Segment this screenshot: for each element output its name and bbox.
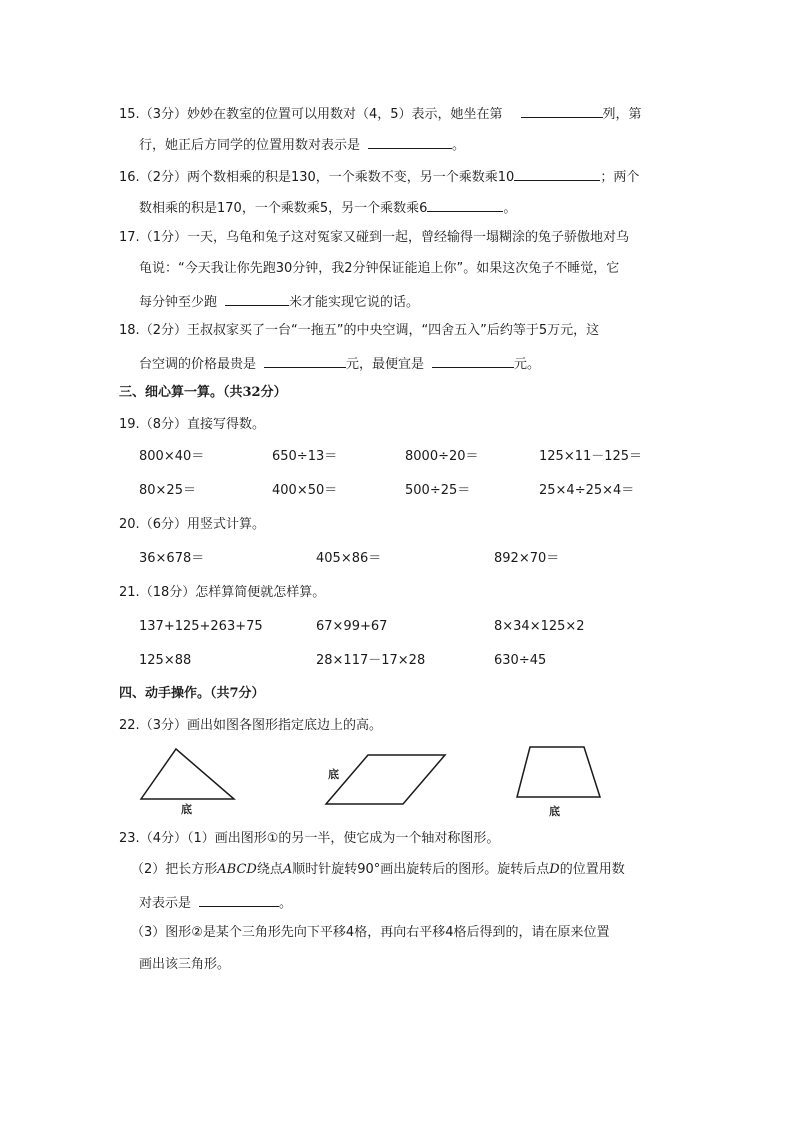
q22-text: 画出如图各图形指定底边上的高。 bbox=[186, 718, 382, 733]
q16-text: 。 bbox=[503, 201, 517, 216]
q21-item: 125×88 bbox=[139, 653, 192, 668]
q18-number: 18. bbox=[119, 323, 140, 338]
triangle-base-label: 底 bbox=[181, 803, 192, 816]
q23-line4 bbox=[131, 924, 609, 942]
q23-text: 对表示是 bbox=[139, 896, 192, 911]
q23-text: 顺时针旋转90°画出旋转后的图形。旋转后点 bbox=[292, 862, 550, 877]
q23-text: （1）画出图形①的另一半，使它成为一个轴对称图形。 bbox=[186, 831, 500, 846]
q21-text: 怎样算简便就怎样算。 bbox=[195, 585, 326, 600]
q19-points: （8分） bbox=[139, 417, 187, 432]
trapezoid-base-label: 底 bbox=[549, 805, 560, 818]
q23-points: （4分） bbox=[139, 831, 187, 846]
q23-text: 绕点 bbox=[256, 862, 283, 877]
q15-text: 妙妙在教室的位置可以用数对（4，5）表示，她坐在第 bbox=[186, 107, 503, 122]
q15-points: （3分） bbox=[139, 107, 187, 122]
q21-item: 67×99+67 bbox=[316, 619, 388, 634]
q16-text: 数相乘的积是170，一个乘数乘5，另一个乘数乘6 bbox=[139, 201, 428, 216]
q20-item: 892×70＝ bbox=[494, 551, 560, 566]
q23-line2 bbox=[131, 861, 625, 879]
q19-item: 80×25＝ bbox=[139, 483, 196, 498]
q17-text: 米才能实现它说的话。 bbox=[289, 295, 420, 310]
q18-text: 台空调的价格最贵是 bbox=[139, 357, 257, 372]
q18-text: 元，最便宜是 bbox=[346, 357, 425, 372]
q16-points: （2分） bbox=[139, 170, 187, 185]
q23-number: 23. bbox=[119, 831, 140, 846]
triangle-shape bbox=[141, 749, 234, 799]
q19-item: 400×50＝ bbox=[272, 483, 338, 498]
q20-points: （6分） bbox=[139, 517, 187, 532]
q19-item: 25×4÷25×4＝ bbox=[539, 483, 635, 498]
q19-item: 650÷13＝ bbox=[272, 449, 338, 464]
q17-text: 一天，乌龟和兔子这对冤家又碰到一起，曾经输得一塌糊涂的兔子骄傲地对乌 bbox=[186, 230, 629, 245]
q21-item: 137+125+263+75 bbox=[139, 619, 263, 634]
q17-text: 每分钟至少跑 bbox=[139, 295, 218, 310]
q20-item: 36×678＝ bbox=[139, 551, 205, 566]
q21-item: 630÷45 bbox=[494, 653, 547, 668]
q23-label-abcd: ABCD bbox=[217, 862, 257, 877]
q16-number: 16. bbox=[119, 170, 140, 185]
q19-item: 800×40＝ bbox=[139, 449, 205, 464]
q23-text: 画出该三角形。 bbox=[139, 957, 231, 972]
q18-points: （2分） bbox=[139, 323, 187, 338]
q21-number: 21. bbox=[119, 585, 140, 600]
q17-text: 龟说：“今天我让你先跑30分钟，我2分钟保证能追上你”。如果这次兔子不睡觉，它 bbox=[139, 261, 620, 276]
q21-points: （18分） bbox=[139, 585, 196, 600]
q21-item: 8×34×125×2 bbox=[494, 619, 585, 634]
q23-line1 bbox=[119, 830, 499, 848]
q16-text: ；两个 bbox=[600, 170, 640, 185]
q18-text: 王叔叔家买了一台“一拖五”的中央空调，“四舍五入”后约等于5万元，这 bbox=[186, 323, 600, 338]
q23-text: 。 bbox=[279, 896, 293, 911]
parallelogram-base-label: 底 bbox=[328, 768, 339, 781]
q23-label-d: D bbox=[549, 862, 560, 877]
q19-item: 8000÷20＝ bbox=[405, 449, 479, 464]
q15-text: 行，她正后方同学的位置用数对表示是 bbox=[139, 138, 361, 153]
q15-text: 列，第 bbox=[602, 107, 642, 122]
q17-number: 17. bbox=[119, 230, 140, 245]
q16-text: 两个数相乘的积是130，一个乘数不变，另一个乘数乘10 bbox=[186, 170, 515, 185]
section-3-heading: 三、细心算一算。（共32分） bbox=[119, 385, 287, 400]
q19-item: 125×11－125＝ bbox=[539, 449, 643, 464]
q23-line3 bbox=[139, 892, 292, 913]
parallelogram-shape bbox=[326, 755, 445, 804]
q17-points: （1分） bbox=[139, 230, 187, 245]
trapezoid-shape bbox=[517, 747, 600, 797]
q15-number: 15. bbox=[119, 107, 140, 122]
q22-points: （3分） bbox=[139, 718, 187, 733]
q15-text: 。 bbox=[452, 138, 466, 153]
q23-label-a: A bbox=[282, 862, 293, 877]
q18-text: 元。 bbox=[514, 357, 541, 372]
q23-text: （2）把长方形 bbox=[131, 862, 218, 877]
q23-text: （3）图形②是某个三角形先向下平移4格，再向右平移4格后得到的，请在原来位置 bbox=[131, 925, 610, 940]
q20-text: 用竖式计算。 bbox=[186, 517, 265, 532]
q19-text: 直接写得数。 bbox=[186, 417, 265, 432]
q20-item: 405×86＝ bbox=[316, 551, 382, 566]
q19-number: 19. bbox=[119, 417, 140, 432]
q22-number: 22. bbox=[119, 718, 140, 733]
q21-item: 28×117－17×28 bbox=[316, 653, 426, 668]
q19-item: 500÷25＝ bbox=[405, 483, 471, 498]
q23-blank[interactable] bbox=[199, 892, 279, 907]
q20-number: 20. bbox=[119, 517, 140, 532]
q23-text: 的位置用数 bbox=[559, 862, 625, 877]
q23-line5 bbox=[139, 956, 230, 974]
section-4-heading: 四、动手操作。（共7分） bbox=[119, 686, 265, 701]
